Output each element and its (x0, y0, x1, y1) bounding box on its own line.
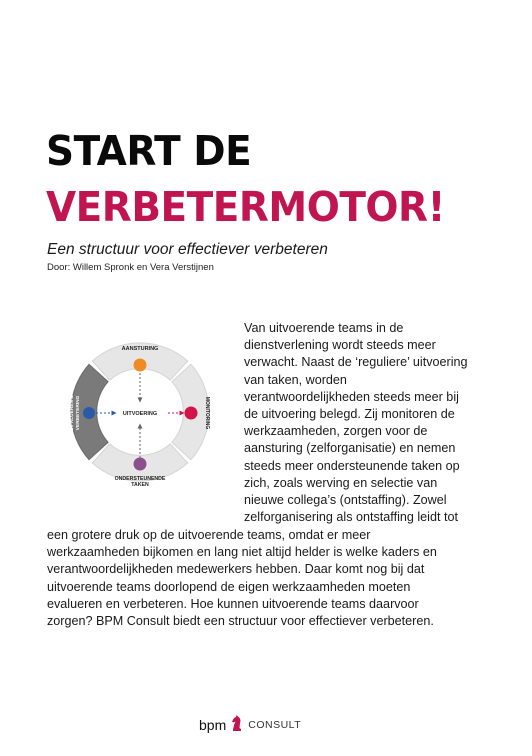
paragraph-line: aansturing (zelforganisatie) en nemen (244, 441, 456, 456)
paragraph-line: van taken, worden (244, 372, 347, 387)
paragraph-line: verwacht. Naast de ‘reguliere’ uitvoering (244, 355, 468, 370)
improvement-cycle-diagram (60, 332, 220, 492)
body-right-column (244, 320, 494, 526)
label-monitoring: MONITORING (204, 396, 210, 430)
label-aansturing: AANSTURING (121, 346, 159, 352)
brand-suffix: CONSULT (248, 719, 302, 731)
brand-text: bpm (199, 717, 227, 733)
cycle-svg (60, 332, 220, 492)
paragraph-line: zorgen? BPM Consult biedt een structuur voor effectiever verbeteren. (47, 614, 434, 629)
paragraph-line: nieuwe collega’s (ontstaffing). Zowel (244, 493, 447, 508)
dot-aansturing (134, 359, 147, 372)
paragraph-line: werkzaamheden bijkomen en lang niet altijd helder is welke kaders en (47, 545, 437, 560)
paragraph-line: zelforganisering als ontstaffing leidt tot (244, 510, 458, 525)
label-evalueren-1: EV ALUEREN & (70, 395, 75, 431)
label-evalueren-2: VERBETERING (76, 395, 81, 431)
paragraph-line: Van uitvoerende teams in de (244, 321, 404, 335)
dot-monitoring (185, 407, 198, 420)
paragraph-line: steeds meer ondersteunende taken op (244, 458, 460, 473)
dot-ondersteunende (134, 458, 147, 471)
paragraph-line: dienstverlening wordt steeds meer (244, 338, 436, 353)
paragraph-line: verantwoordelijkheden medewerkers hebben. Daar komt nog bij dat (47, 562, 425, 577)
footer-logo (199, 714, 301, 736)
paragraph-line: een grotere druk op de uitvoerende teams, omdat er meer (47, 528, 371, 542)
body-full-width (47, 527, 497, 630)
title-line-1: START DE (46, 127, 252, 175)
subtitle: Een structuur voor effectiever verbeteren (47, 241, 328, 258)
dot-evalueren (83, 407, 95, 419)
authors: Door: Willem Spronk en Vera Verstijnen (47, 262, 214, 273)
paragraph-line: de uitvoering belegd. Zij monitoren de (244, 407, 455, 422)
paragraph-line: verantwoordelijkheden steeds meer bij (244, 389, 459, 404)
paragraph-line: werkzaamheden, zorgen voor de (244, 424, 428, 439)
label-uitvoering: UITVOERING (122, 411, 158, 417)
label-ondersteunende-2: TAKEN (131, 482, 149, 488)
paragraph-line: uitvoerende teams doorlopend de eigen werkzaamheden moeten (47, 579, 411, 594)
knight-logo-icon (230, 714, 244, 737)
title-line-2: VERBETERMOTOR! (46, 183, 445, 231)
paragraph-line: evalueren en verbeteren. Hoe kunnen uitvoerende teams daarvoor (47, 596, 419, 611)
label-ondersteunende-1: ONDERSTEUNENDE (114, 476, 166, 482)
paragraph-line: zich, zoals werving en selectie van (244, 475, 438, 490)
